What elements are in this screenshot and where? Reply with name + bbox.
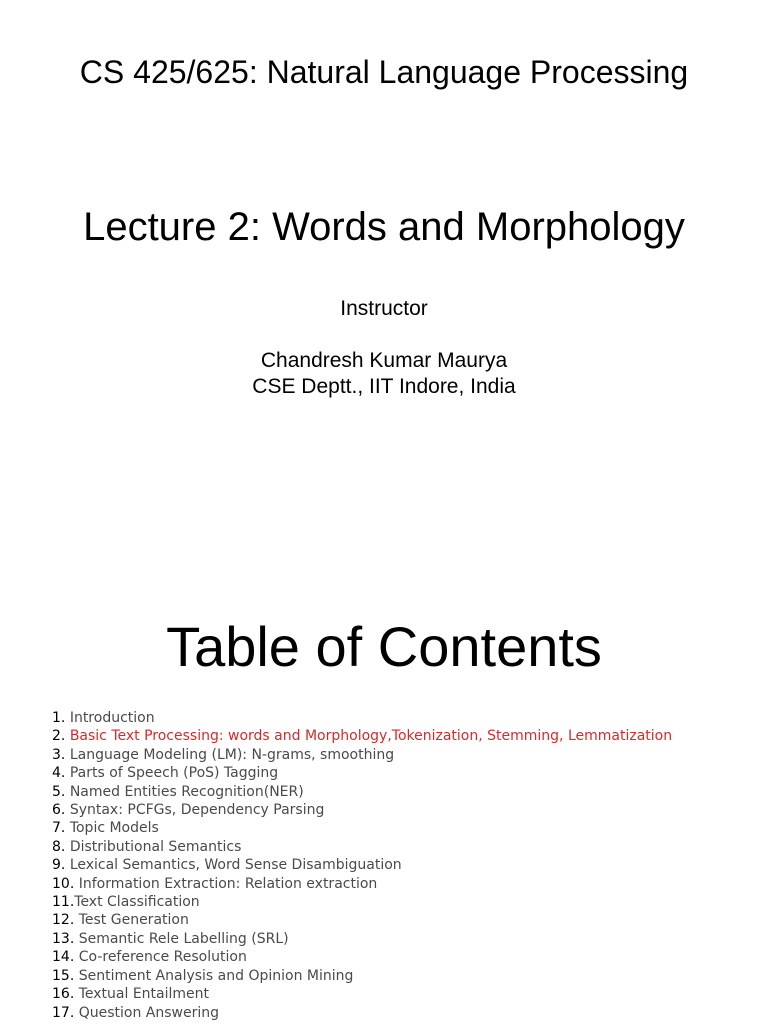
- toc-item-label: Text Classification: [74, 894, 200, 911]
- toc-item-label: Syntax: PCFGs, Dependency Parsing: [69, 802, 325, 819]
- toc-item-label: Parts of Speech (PoS) Tagging: [69, 765, 279, 782]
- toc-item-number: 14.: [52, 949, 75, 966]
- toc-item-number: 13.: [52, 930, 75, 947]
- lecture-title: Lecture 2: Words and Morphology: [83, 205, 685, 249]
- toc-item-number: 4.: [52, 765, 66, 782]
- toc-item-label: Sentiment Analysis and Opinion Mining: [78, 967, 354, 984]
- toc-item: [52, 856, 672, 874]
- toc-item-number: 15.: [52, 967, 75, 984]
- toc-item: [52, 709, 672, 727]
- toc-item-label: Co-reference Resolution: [78, 949, 247, 966]
- toc-item-number: 16.: [52, 986, 75, 1003]
- instructor-name: Chandresh Kumar Maurya: [260, 349, 508, 372]
- toc-item: [52, 911, 672, 929]
- toc-list: [52, 709, 672, 1022]
- toc-item: [52, 985, 672, 1003]
- toc-item-number: 3.: [52, 746, 66, 763]
- toc-item-label: Language Modeling (LM): N-grams, smoothing: [69, 746, 395, 763]
- toc-item: [52, 893, 672, 911]
- toc-item-number: 7.: [52, 820, 66, 837]
- toc-item-number: 17.: [52, 1004, 75, 1021]
- toc-item-number: 5.: [52, 783, 66, 800]
- toc-item-label: Distributional Semantics: [69, 838, 242, 855]
- toc-item: [52, 875, 672, 893]
- instructor-dept: CSE Deptt., IIT Indore, India: [252, 375, 516, 398]
- toc-item-label: Introduction: [69, 710, 155, 726]
- toc-item-label: Semantic Rele Labelling (SRL): [78, 930, 289, 947]
- toc-item-number: 10.: [52, 875, 75, 892]
- toc-item-label: Named Entities Recognition(NER): [69, 783, 304, 800]
- toc-item-label: Lexical Semantics, Word Sense Disambiguation: [69, 857, 402, 874]
- toc-item: [52, 1004, 672, 1022]
- toc-item-number: 1.: [52, 710, 66, 726]
- toc-item-label: Basic Text Processing: words and Morphology,Tokenization, Stemming, Lemmatization: [69, 728, 673, 745]
- toc-item-label: Question Answering: [78, 1004, 219, 1021]
- toc-item-label: Topic Models: [69, 820, 159, 837]
- toc-item: [52, 764, 672, 782]
- toc-item-number: 8.: [52, 838, 66, 855]
- toc-item-current: [52, 727, 672, 745]
- toc-item-number: 6.: [52, 802, 66, 819]
- toc-item: [52, 783, 672, 801]
- toc-item: [52, 930, 672, 948]
- toc-item: [52, 746, 672, 764]
- toc-item-number: 11.: [52, 894, 75, 911]
- toc-item: [52, 838, 672, 856]
- toc-title: Table of Contents: [166, 615, 602, 678]
- toc-item-number: 9.: [52, 857, 66, 874]
- toc-item-number: 12.: [52, 912, 75, 929]
- toc-item: [52, 819, 672, 837]
- course-title: CS 425/625: Natural Language Processing: [79, 54, 689, 90]
- toc-item: [52, 948, 672, 966]
- toc-item: [52, 967, 672, 985]
- toc-item-label: Test Generation: [78, 912, 189, 929]
- toc-item-label: Information Extraction: Relation extraction: [78, 875, 378, 892]
- toc-item: [52, 801, 672, 819]
- toc-item-label: Textual Entailment: [78, 986, 210, 1003]
- instructor-label: Instructor: [340, 297, 428, 320]
- toc-item-number: 2.: [52, 728, 66, 745]
